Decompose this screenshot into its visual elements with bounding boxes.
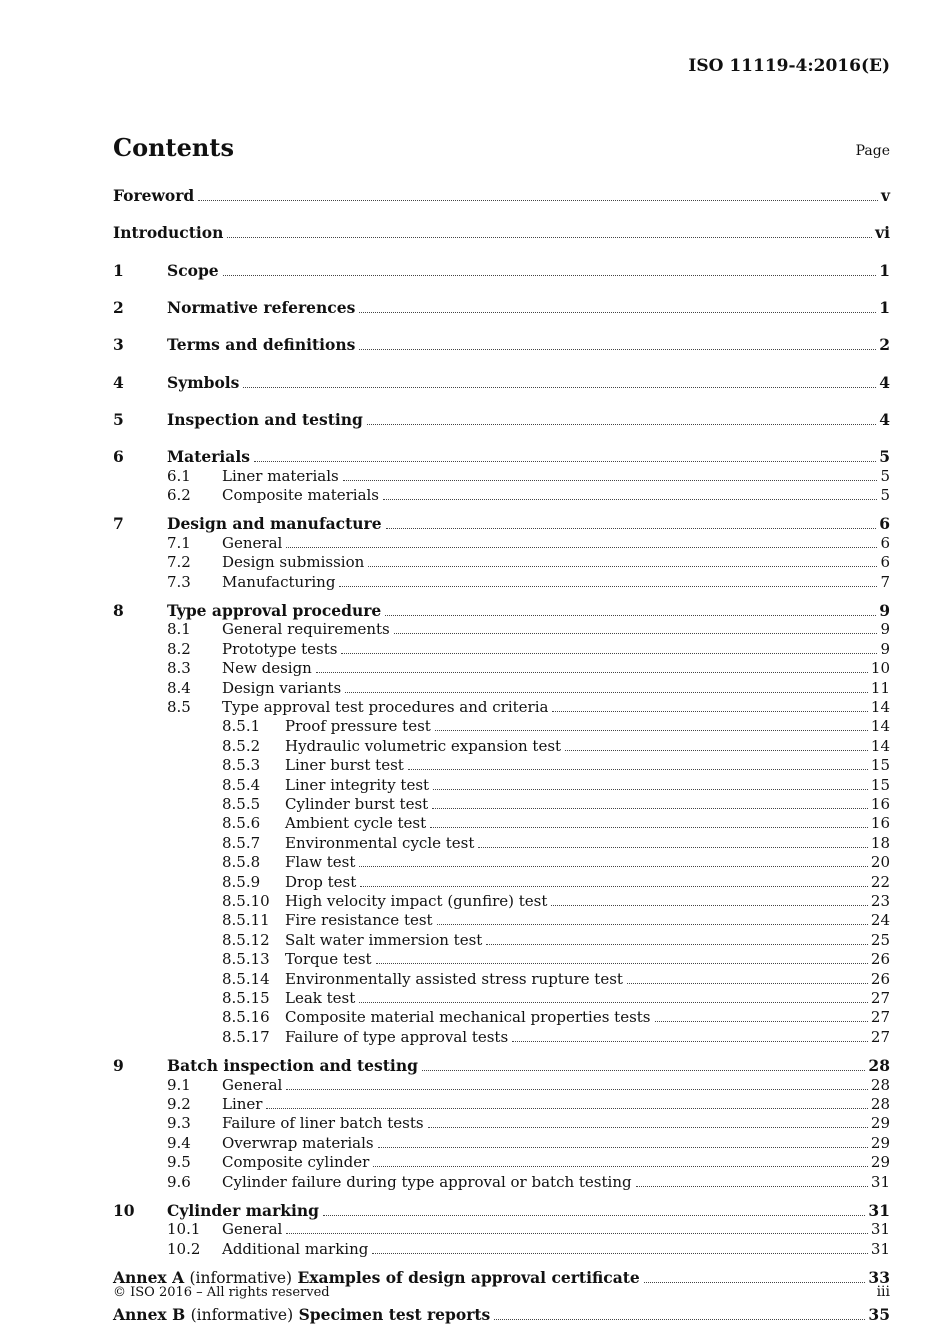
toc-entry-title: General [222,1220,283,1239]
toc-entry[interactable] [0,776,950,795]
toc-entry-page: 10 [870,659,890,678]
annex-note: (informative) [190,1306,294,1325]
dot-leader [644,1269,866,1283]
toc-entry-title: Cylinder burst test [285,794,429,813]
toc-entry[interactable] [0,1076,950,1095]
dot-leader [227,224,872,238]
toc-entry-page: 1 [879,297,890,317]
toc-entry[interactable] [0,834,950,853]
toc-entry-number: 9.4 [167,1133,191,1152]
toc-entry[interactable] [0,970,950,989]
toc-entry-page: 27 [870,1027,890,1046]
toc-entry-page: 6 [880,533,890,552]
dot-leader [422,1057,865,1071]
toc-entry-page: 9 [880,639,890,658]
toc-entry-number: 8.5.12 [222,930,270,949]
annex-label: Annex A [113,1268,185,1288]
toc-entry[interactable] [0,410,950,429]
toc-entry-number: 8.2 [167,639,191,658]
toc-entry-page: 31 [870,1220,890,1239]
dot-leader [198,187,878,201]
toc-entry-page: 15 [870,756,890,775]
dot-leader [565,737,868,751]
toc-entry-number: 7 [113,514,124,534]
toc-entry-page: 22 [870,872,890,891]
dot-leader [360,873,868,887]
document-id: ISO 11119-4:2016(E) [688,56,890,76]
toc-entry-page: 28 [870,1075,890,1094]
dot-leader [433,776,868,790]
toc-entry-title: Overwrap materials [222,1133,374,1152]
toc-entry-page: 5 [880,466,890,485]
toc-entry-number: 8.5.4 [222,775,261,794]
toc-entry-page: 35 [868,1305,890,1325]
toc-entry-title: Liner [222,1094,263,1113]
toc-entry-number: 1 [113,260,124,280]
dot-leader [486,931,868,945]
toc-entry-title: Manufacturing [222,572,336,591]
toc-entry[interactable] [0,717,950,736]
toc-entry-page: v [880,186,890,205]
toc-entry[interactable] [0,514,950,533]
toc-entry[interactable] [0,1028,950,1047]
toc-entry-title: Inspection and testing [167,409,363,429]
toc-entry-title: Design and manufacture [167,514,382,534]
toc-entry-number: 8.5.15 [222,988,270,1007]
toc-entry[interactable] [0,1305,950,1324]
toc-entry-title: Ambient cycle test [285,814,427,833]
toc-entry-title: Drop test [285,872,357,891]
dot-leader [408,756,868,770]
toc-entry-page: 26 [870,950,890,969]
dot-leader [339,573,877,587]
toc-entry-page: 27 [870,988,890,1007]
toc-entry[interactable] [0,620,950,639]
toc-entry-page: 5 [879,447,890,467]
toc-entry[interactable] [0,698,950,717]
copyright-notice: © ISO 2016 – All rights reserved [113,1285,330,1300]
toc-entry[interactable] [0,1153,950,1172]
toc-entry-page: 14 [870,717,890,736]
toc-entry[interactable] [0,601,950,620]
toc-entry-number: 10.1 [167,1220,201,1239]
toc-entry-title: Scope [167,260,219,280]
toc-entry-title: Composite material mechanical properties tests [285,1008,651,1027]
toc-entry-title: Symbols [167,372,240,392]
toc-entry-title: Liner materials [222,466,339,485]
toc-entry-page: 27 [870,1008,890,1027]
toc-entry-page: 26 [870,969,890,988]
toc-entry[interactable] [0,298,950,317]
toc-entry-number: 8.5.9 [222,872,261,891]
toc-entry-title: Hydraulic volumetric expansion test [285,736,562,755]
toc-entry[interactable] [0,911,950,930]
toc-entry[interactable] [0,467,950,486]
toc-entry-number: 8.5.13 [222,950,270,969]
toc-entry-page: 2 [879,335,890,355]
toc-entry[interactable] [0,186,950,205]
toc-entry[interactable] [0,223,950,242]
toc-entry-title: General [222,1075,283,1094]
toc-entry[interactable] [0,534,950,553]
toc-entry-number: 9.3 [167,1114,191,1133]
toc-entry-page: 16 [870,814,890,833]
toc-entry[interactable] [0,756,950,775]
toc-entry[interactable] [0,335,950,354]
toc-entry-title: Design variants [222,678,342,697]
toc-entry-page: 15 [870,775,890,794]
toc-entry-page: 6 [879,514,890,534]
toc-entry-page: 31 [870,1172,890,1191]
toc-entry-number: 10.2 [167,1239,201,1258]
toc-entry-number: 9.6 [167,1172,191,1191]
toc-entry-title: Specimen test reports [298,1305,491,1325]
dot-leader [378,1134,868,1148]
dot-leader [383,486,877,500]
toc-entry-page: 14 [870,736,890,755]
toc-entry-title: Composite materials [222,485,380,504]
toc-entry-number: 8.5.16 [222,1008,270,1027]
toc-entry[interactable] [0,1201,950,1220]
dot-leader [494,1306,865,1320]
toc-entry-title: Terms and definitions [167,335,356,355]
toc-entry-title: Flaw test [285,853,356,872]
toc-entry-number: 5 [113,409,124,429]
toc-entry-page: 7 [880,572,890,591]
toc-entry-number: 8.5.7 [222,833,261,852]
dot-leader [359,336,876,350]
toc-entry-number: 8.5.5 [222,794,261,813]
toc-entry-title: Failure of type approval tests [285,1027,509,1046]
toc-entry-number: 3 [113,335,124,355]
toc-entry-page: 28 [868,1056,890,1076]
dot-leader [551,892,868,906]
dot-leader [359,299,876,313]
dot-leader [627,970,868,984]
toc-entry-title: Introduction [113,223,224,243]
toc-entry[interactable] [0,1134,950,1153]
toc-entry-title: Liner integrity test [285,775,430,794]
dot-leader [512,1028,868,1042]
toc-entry-page: vi [875,223,890,243]
toc-entry-page: 29 [870,1133,890,1152]
toc-entry-title: Prototype tests [222,639,338,658]
toc-entry-number: 6.2 [167,485,191,504]
toc-entry-number: 7.2 [167,553,191,572]
toc-entry-title: Liner burst test [285,756,404,775]
toc-entry-number: 8.5 [167,697,191,716]
toc-entry-number: 8.4 [167,678,191,697]
dot-leader [437,911,868,925]
toc-entry-number: 7.1 [167,533,191,552]
toc-entry-page: 14 [870,697,890,716]
toc-entry-number: 8.5.8 [222,853,261,872]
dot-leader [243,374,876,388]
dot-leader [478,834,868,848]
toc-entry-number: 8.3 [167,659,191,678]
toc-entry-page: 5 [880,485,890,504]
toc-entry-title: Normative references [167,297,356,317]
page-number: iii [876,1284,890,1300]
dot-leader [376,950,868,964]
toc-entry[interactable] [0,447,950,466]
toc-entry-title: Proof pressure test [285,717,431,736]
dot-leader [266,1095,867,1109]
toc-entry[interactable] [0,679,950,698]
toc-entry-page: 16 [870,794,890,813]
dot-leader [432,795,868,809]
toc-entry[interactable] [0,1056,950,1075]
dot-leader [430,814,868,828]
toc-entry-title: High velocity impact (gunfire) test [285,891,548,910]
toc-entry-page: 6 [880,553,890,572]
toc-entry[interactable] [0,853,950,872]
toc-entry[interactable] [0,1114,950,1133]
toc-entry-title: Composite cylinder [222,1153,370,1172]
toc-entry-page: 31 [870,1239,890,1258]
toc-entry[interactable] [0,814,950,833]
toc-entry[interactable] [0,1095,950,1114]
dot-leader [373,1153,868,1167]
dot-leader [552,698,867,712]
toc-entry[interactable] [0,1173,950,1192]
dot-leader [345,679,868,693]
toc-entry[interactable] [0,931,950,950]
toc-entry-title: Examples of design approval certificate [297,1268,640,1288]
toc-entry-page: 20 [870,853,890,872]
toc-entry-title: General requirements [222,620,390,639]
toc-entry-title: Torque test [285,950,372,969]
toc-entry-title: Cylinder failure during type approval or batch testing [222,1172,632,1191]
toc-entry-page: 1 [879,260,890,280]
toc-entry-number: 8.5.2 [222,736,261,755]
toc-entry-page: 11 [870,678,890,697]
toc-entry-number: 9 [113,1056,124,1076]
toc-entry-title: Design submission [222,553,365,572]
toc-entry-page: 9 [880,620,890,639]
toc-entry-number: 8.5.3 [222,756,261,775]
dot-leader [286,1220,868,1234]
dot-leader [655,1008,868,1022]
toc-entry-number: 8.5.14 [222,969,270,988]
toc-entry[interactable] [0,553,950,572]
toc-entry[interactable] [0,795,950,814]
page-title: Contents [113,133,234,162]
dot-leader [316,659,868,673]
dot-leader [323,1202,865,1216]
toc-entry-page: 4 [879,409,890,429]
dot-leader [435,717,868,731]
toc-entry-number: 8 [113,600,124,620]
toc-entry-number: 8.5.11 [222,911,270,930]
dot-leader [286,1076,868,1090]
toc-entry-page: 24 [870,911,890,930]
toc-entry[interactable] [0,1240,950,1259]
toc-entry-title: New design [222,659,312,678]
toc-entry-title: General [222,533,283,552]
toc-entry-title: Additional marking [222,1239,369,1258]
toc-entry-title: Fire resistance test [285,911,433,930]
toc-entry-number: 10 [113,1200,135,1220]
toc-entry-title: Failure of liner batch tests [222,1114,424,1133]
toc-entry[interactable] [0,737,950,756]
toc-entry-number: 6.1 [167,466,191,485]
toc-entry-page: 23 [870,891,890,910]
toc-entry-number: 8.5.17 [222,1027,270,1046]
dot-leader [359,853,868,867]
toc-entry[interactable] [0,873,950,892]
dot-leader [385,602,876,616]
dot-leader [341,640,877,654]
toc-entry[interactable] [0,989,950,1008]
toc-entry-page: 33 [868,1268,890,1288]
toc-entry[interactable] [0,640,950,659]
toc-entry-title: Leak test [285,988,356,1007]
dot-leader [343,467,878,481]
toc-entry-number: 8.5.1 [222,717,261,736]
dot-leader [223,262,877,276]
toc-entry-number: 4 [113,372,124,392]
toc-entry[interactable] [0,1008,950,1027]
toc-entry-page: 4 [879,372,890,392]
toc-entry[interactable] [0,573,950,592]
toc-entry-page: 18 [870,833,890,852]
toc-entry-number: 7.3 [167,572,191,591]
toc-entry-number: 9.1 [167,1075,191,1094]
dot-leader [394,620,878,634]
toc-entry[interactable] [0,373,950,392]
toc-entry[interactable] [0,950,950,969]
annex-note: (informative) [189,1269,293,1288]
toc-entry-page: 31 [868,1200,890,1220]
toc-entry-number: 8.5.6 [222,814,261,833]
annex-label: Annex B [113,1305,186,1325]
toc-entry-title: Type approval test procedures and criteria [222,697,549,716]
dot-leader [368,553,877,567]
dot-leader [428,1114,868,1128]
dot-leader [636,1173,868,1187]
toc-entry-number: 9.5 [167,1153,191,1172]
dot-leader [372,1240,868,1254]
toc-entry-number: 8.1 [167,620,191,639]
toc-entry-title: Foreword [113,186,195,205]
toc-entry[interactable] [0,486,950,505]
toc-entry-page: 28 [870,1094,890,1113]
toc-entry-title: Cylinder marking [167,1200,319,1220]
dot-leader [367,411,876,425]
toc-entry-number: 6 [113,447,124,467]
toc-entry-number: 9.2 [167,1094,191,1113]
dot-leader [359,989,868,1003]
toc-entry-page: 29 [870,1153,890,1172]
page-column-label: Page [855,143,890,159]
toc-entry[interactable] [0,1220,950,1239]
toc-entry-title: Environmentally assisted stress rupture test [285,969,623,988]
toc-entry-page: 9 [879,600,890,620]
toc-entry-page: 25 [870,930,890,949]
toc-entry-title: Batch inspection and testing [167,1056,418,1076]
dot-leader [286,534,877,548]
toc-entry-title: Materials [167,447,250,467]
toc-entry-title: Type approval procedure [167,600,382,620]
toc-entry-title: Salt water immersion test [285,930,483,949]
toc-entry-page: 29 [870,1114,890,1133]
toc-entry[interactable] [0,261,950,280]
toc-entry-number: 2 [113,297,124,317]
toc-entry-title: Environmental cycle test [285,833,475,852]
dot-leader [254,448,876,462]
dot-leader [386,515,877,529]
toc-entry-number: 8.5.10 [222,891,270,910]
toc-entry[interactable] [0,892,950,911]
toc-entry[interactable] [0,659,950,678]
